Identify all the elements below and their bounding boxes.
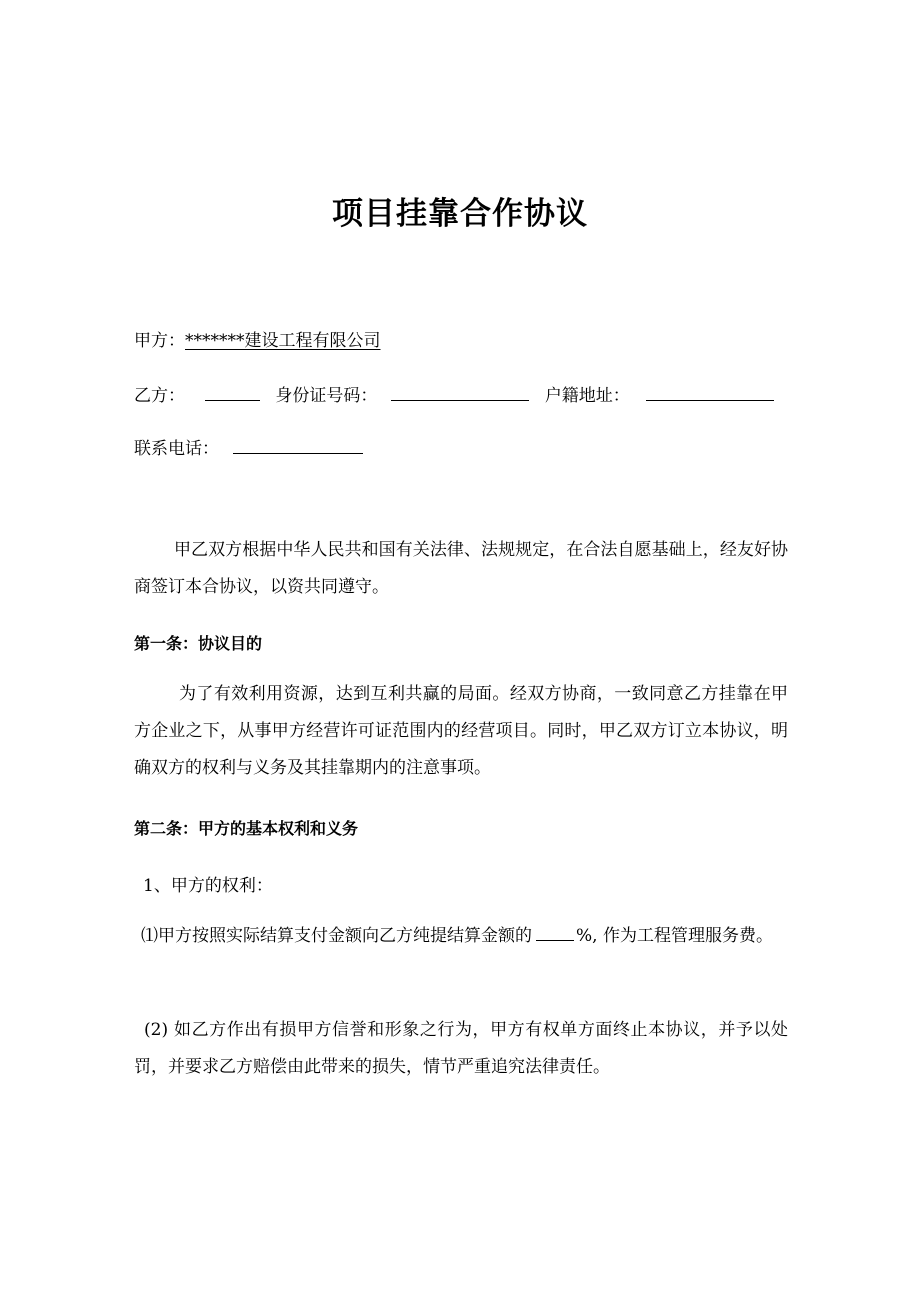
party-a-rights-heading: 1、甲方的权利： <box>143 876 273 896</box>
right-1-suffix: %, 作为工程管理服务费。 <box>576 926 773 946</box>
right-1-prefix: ⑴甲方按照实际结算支付金额向乙方纯提结算金额的 <box>141 926 532 946</box>
party-a-line <box>134 326 381 351</box>
id-number-label: 身份证号码： <box>275 386 378 406</box>
intro-paragraph: 甲乙双方根据中华人民共和国有关法律、法规规定，在合法自愿基础上，经友好协商签订本合协议，以资共同遵守。 <box>134 540 788 597</box>
right-2-paragraph: (2) 如乙方作出有损甲方信誉和形象之行为，甲方有权单方面终止本协议，并予以处罚，并要求乙方赔偿由此带来的损失，情节严重追究法律责任。 <box>134 1020 788 1077</box>
address-label: 户籍地址： <box>544 386 630 406</box>
phone-label: 联系电话： <box>134 439 219 459</box>
party-a-label: 甲方： <box>134 331 185 351</box>
article-1-heading: 第一条：协议目的 <box>134 634 263 653</box>
article-2-heading: 第二条：甲方的基本权利和义务 <box>134 819 359 838</box>
party-b-label: 乙方： <box>134 386 185 406</box>
phone-blank <box>233 452 363 454</box>
phone-line <box>134 434 363 459</box>
address-blank <box>646 399 774 401</box>
article-1-body: 为了有效利用资源，达到互利共赢的局面。经双方协商，一致同意乙方挂靠在甲方企业之下，从事甲方经营许可证范围内的经营项目。同时，甲乙双方订立本协议，明确双方的权利与义务及其挂靠期内的注意事项。 <box>134 684 788 778</box>
right-1-paragraph <box>141 918 781 955</box>
party-b-line <box>134 381 774 406</box>
party-b-name-blank <box>205 399 260 401</box>
party-a-name: *******建设工程有限公司 <box>185 331 381 351</box>
document-title: 项目挂靠合作协议 <box>332 196 588 232</box>
id-number-blank <box>391 399 529 401</box>
percentage-blank <box>536 939 574 941</box>
